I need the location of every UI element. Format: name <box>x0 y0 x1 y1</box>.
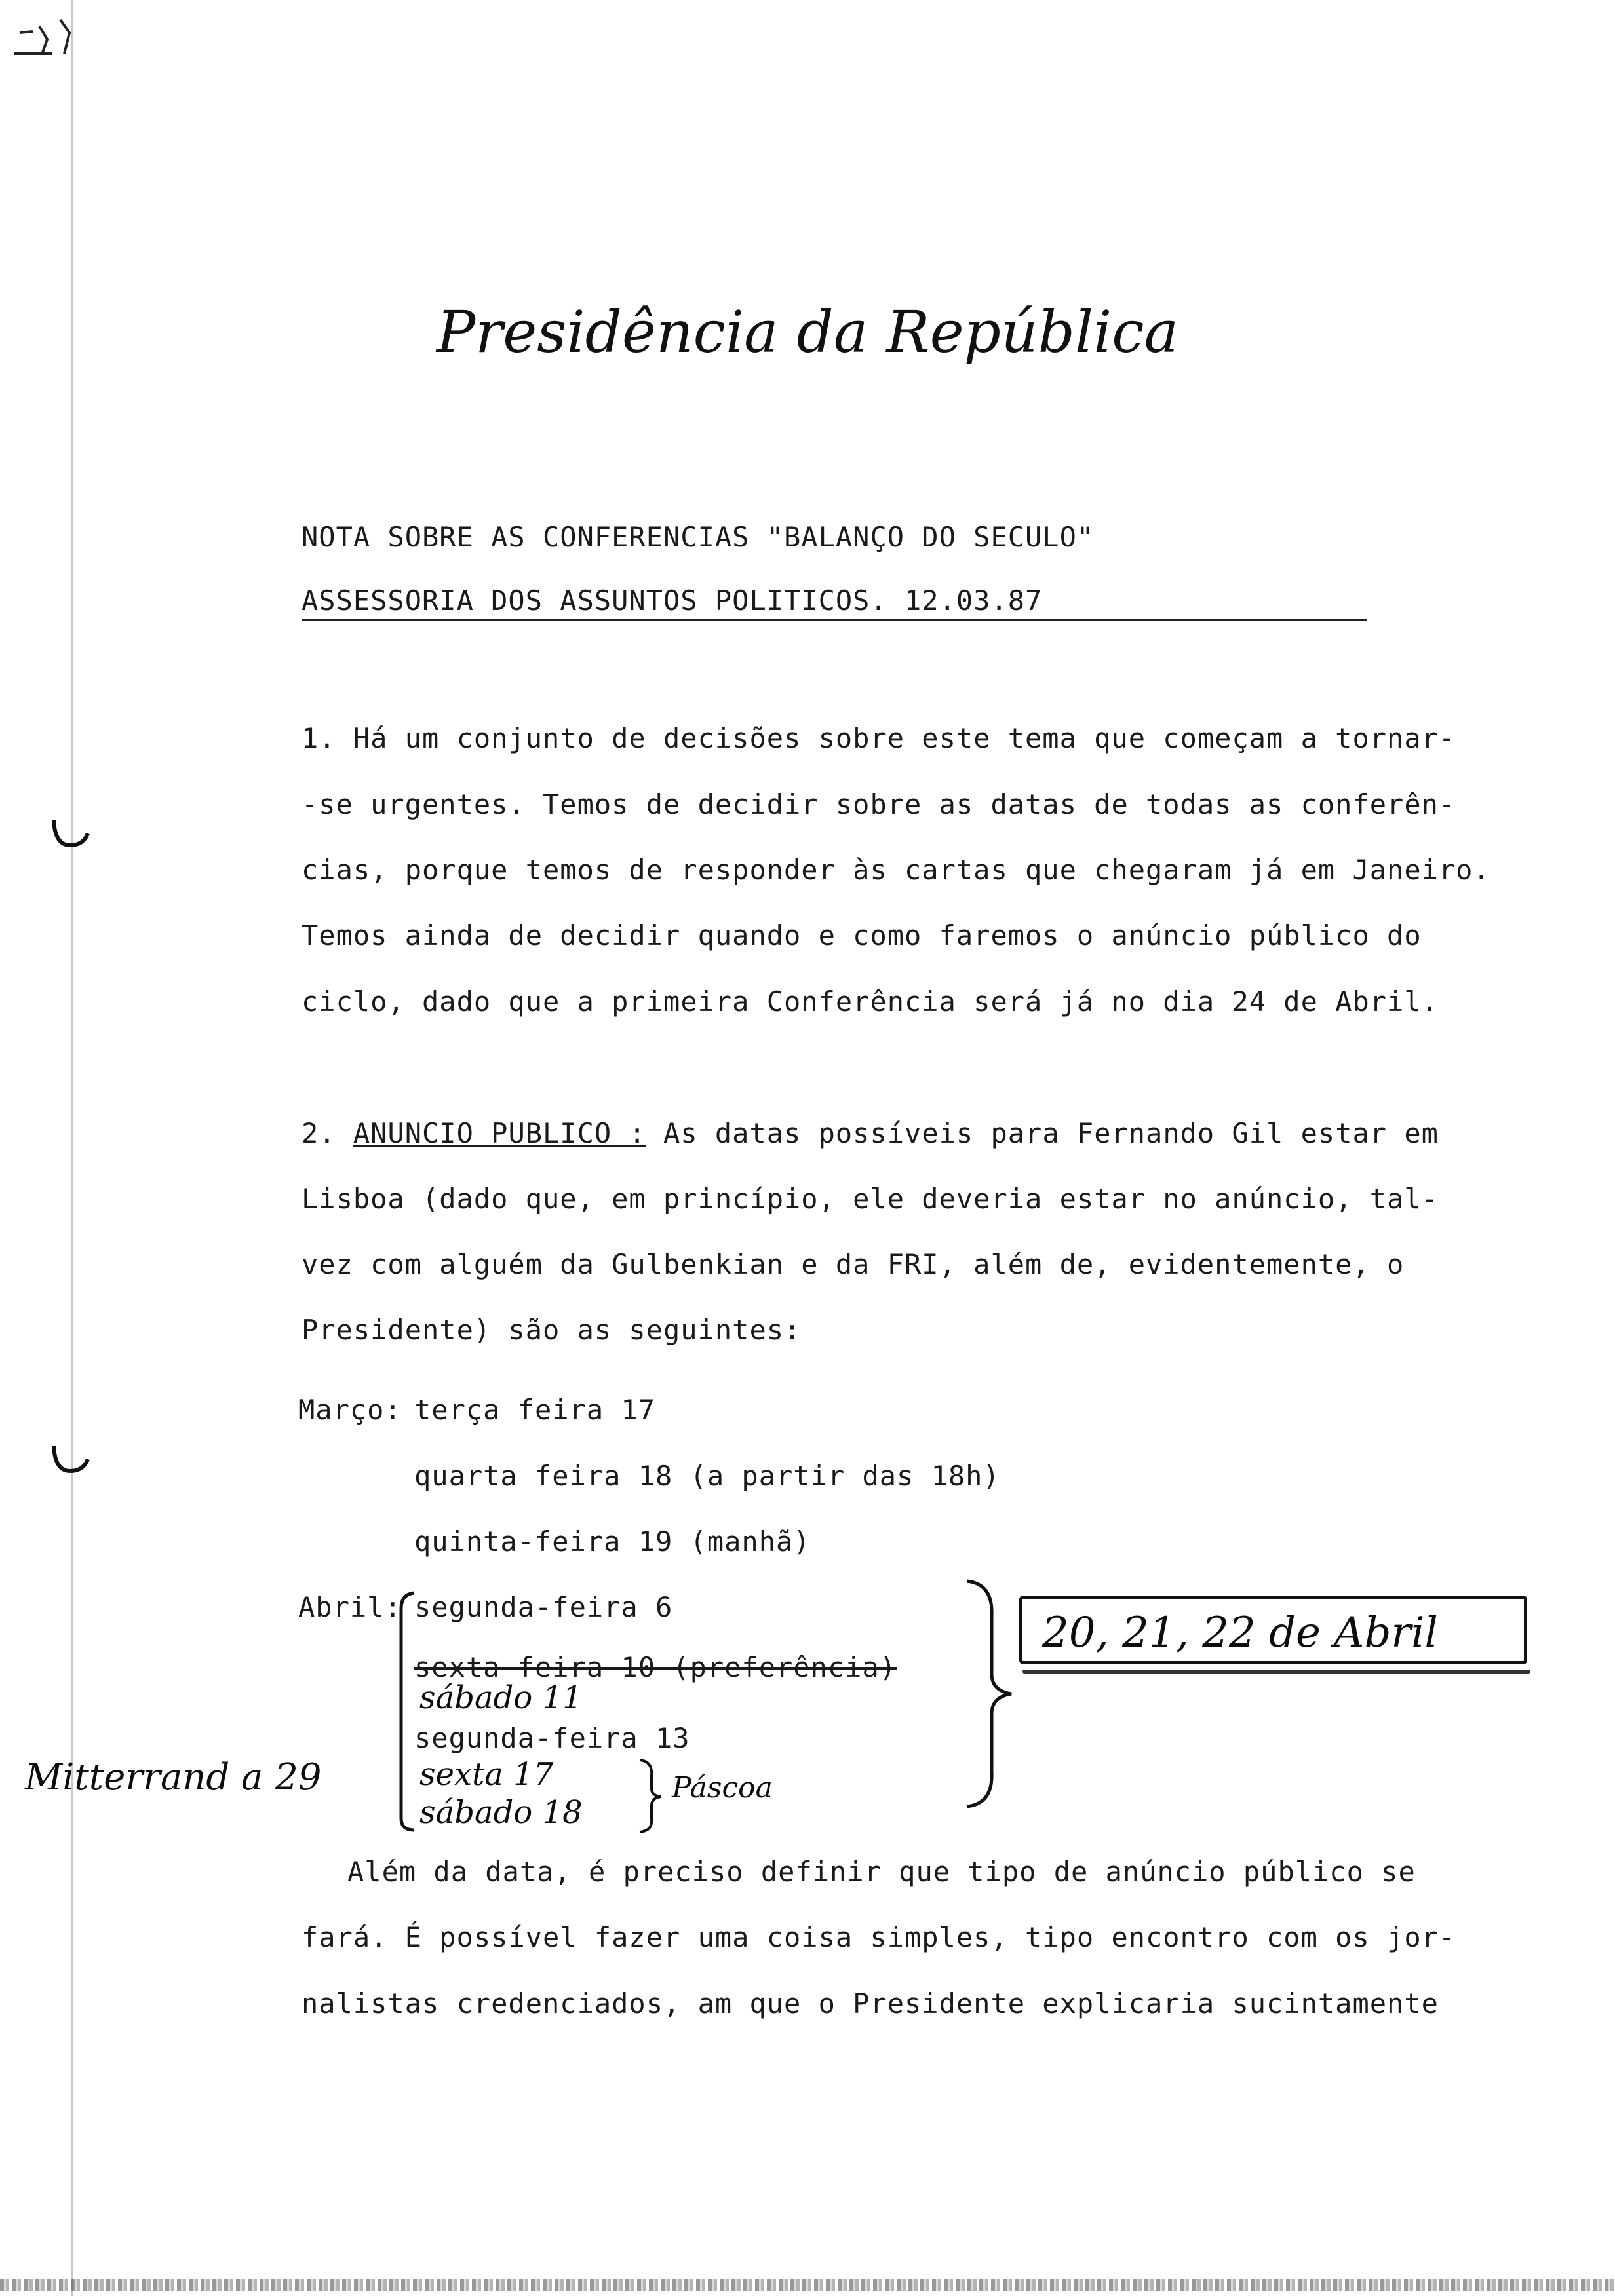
section2-first-line <box>302 1117 1439 1149</box>
closing-line: nalistas credenciados, am que o Presidente explicaria sucintamente <box>302 1987 1439 2019</box>
section1-line: ciclo, dado que a primeira Conferência será já no dia 24 de Abril. <box>302 985 1439 1018</box>
section2-line1-rest: As datas possíveis para Fernando Gil estar em <box>646 1117 1439 1149</box>
section1-line: -se urgentes. Temos de decidir sobre as datas de todas as conferên- <box>302 788 1456 820</box>
header-rule <box>302 619 1367 621</box>
date-item: quinta-feira 19 (manhã) <box>414 1525 811 1558</box>
margin-hook-icon <box>47 813 93 852</box>
abril-label: Abril: <box>298 1591 402 1623</box>
section2-line: Presidente) são as seguintes: <box>302 1314 802 1346</box>
date-item-struck: sexta feira 10 (preferência) <box>414 1651 897 1683</box>
abril-bracket-icon <box>392 1589 418 1835</box>
section2-heading: ANUNCIO PUBLICO : <box>353 1117 646 1149</box>
section1-line: 1. Há um conjunto de decisões sobre este tema que começam a tornar- <box>302 722 1456 754</box>
big-brace-icon <box>960 1576 1019 1812</box>
corner-mark-icon <box>7 13 85 66</box>
scan-edge-noise <box>0 2279 1615 2291</box>
date-item: quarta feira 18 (a partir das 18h) <box>414 1460 1000 1492</box>
section2-line: Lisboa (dado que, em princípio, ele deveria estar no anúncio, tal- <box>302 1183 1439 1215</box>
date-item: segunda-feira 13 <box>414 1722 690 1754</box>
section2-number: 2. <box>302 1117 336 1149</box>
margin-handwritten-note: Mitterrand a 29 <box>25 1756 322 1799</box>
box-shadow-stroke <box>1022 1670 1530 1674</box>
marco-label: Março: <box>298 1394 402 1426</box>
handwritten-date: sábado 18 <box>419 1794 583 1831</box>
pascoa-note: Páscoa <box>672 1771 773 1805</box>
pascoa-brace-icon <box>634 1756 667 1835</box>
date-item: terça feira 17 <box>414 1394 656 1426</box>
section1-line: cias, porque temos de responder às cartas que chegaram já em Janeiro. <box>302 854 1490 886</box>
margin-hook-icon <box>47 1438 93 1478</box>
section2-line: vez com alguém da Gulbenkian e da FRI, além de, evidentemente, o <box>302 1248 1405 1280</box>
date-item: segunda-feira 6 <box>414 1591 673 1623</box>
document-title: NOTA SOBRE AS CONFERENCIAS "BALANÇO DO SECULO" <box>302 521 1095 553</box>
letterhead: Presidência da República <box>436 298 1179 366</box>
closing-line: fará. É possível fazer uma coisa simples, tipo encontro com os jor- <box>302 1921 1456 1953</box>
section1-line: Temos ainda de decidir quando e como faremos o anúncio público do <box>302 919 1422 951</box>
handwritten-date-box: 20, 21, 22 de Abril <box>1019 1596 1527 1664</box>
closing-line: Além da data, é preciso definir que tipo de anúncio público se <box>347 1856 1416 1888</box>
document-subtitle: ASSESSORIA DOS ASSUNTOS POLITICOS. 12.03.87 <box>302 584 1043 617</box>
handwritten-date: sábado 11 <box>419 1679 583 1716</box>
handwritten-date: sexta 17 <box>419 1756 554 1793</box>
